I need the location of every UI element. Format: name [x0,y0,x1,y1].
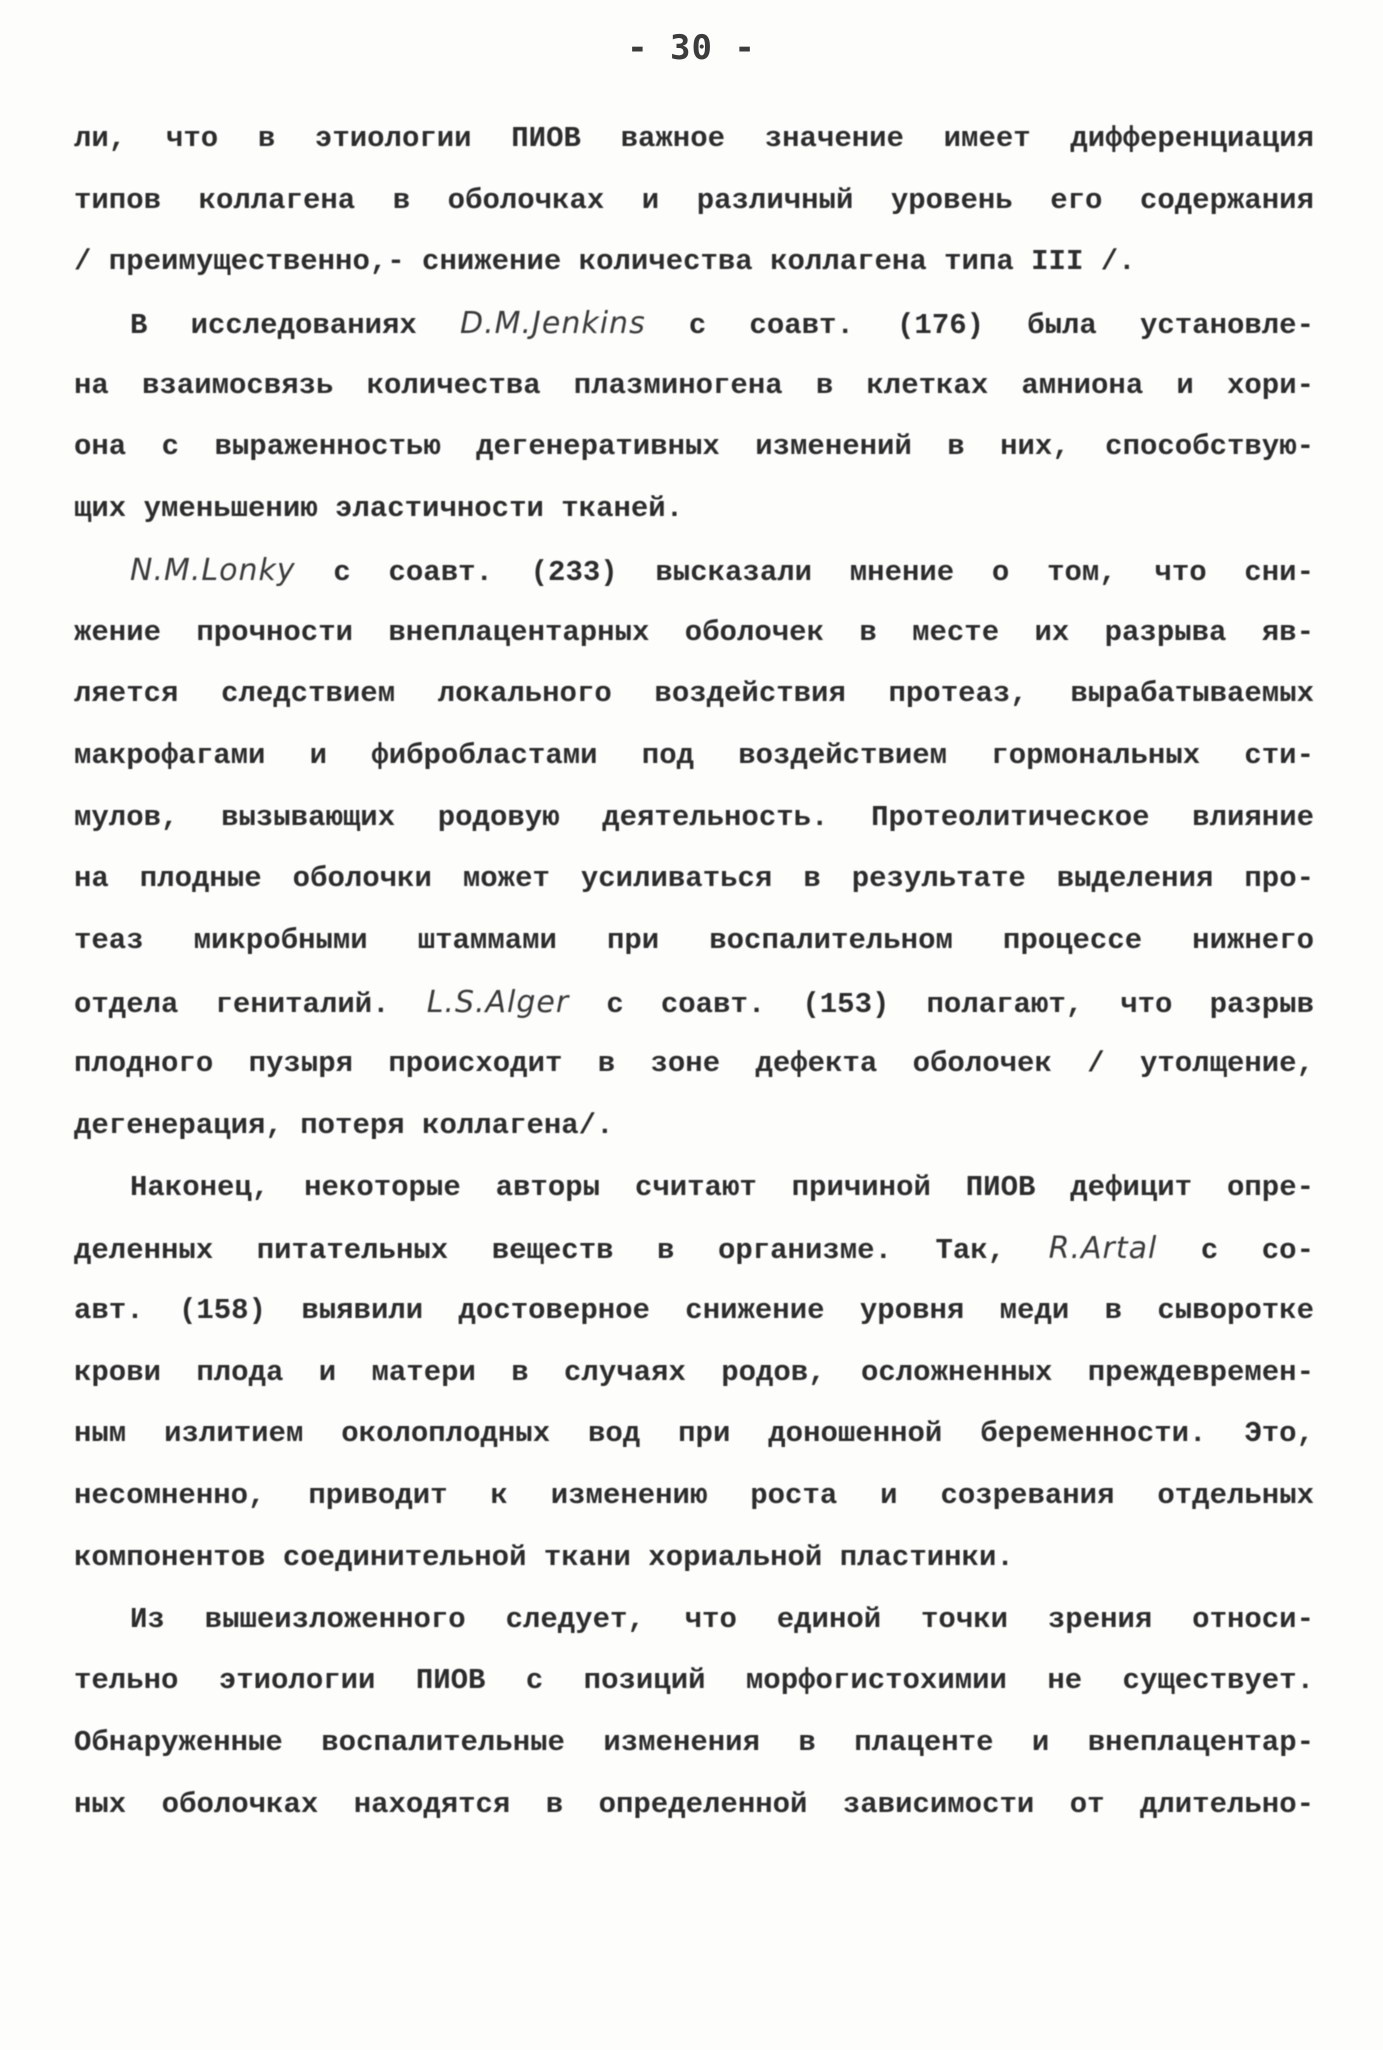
body-text [74,108,1314,1835]
text-segment: типов коллагена в оболочках и различный уровень его содержания [74,183,1314,217]
text-line [74,1033,1314,1095]
text-line [74,416,1314,478]
text-line [74,1465,1314,1527]
text-line [74,1774,1314,1836]
handwritten-author-name: R.Artal [1048,1231,1158,1267]
text-segment: жение прочности внеплацентарных оболочек в месте их разрыва яв- [74,615,1314,649]
text-segment: ным излитием околоплодных вод при доношенной беременности. Это, [74,1417,1314,1451]
handwritten-author-name: D.M.Jenkins [459,306,646,342]
text-line [74,1650,1314,1712]
text-line [74,602,1314,664]
text-segment: теаз микробными штаммами при воспалительном процессе нижнего [74,923,1314,957]
text-line [74,1589,1314,1651]
text-segment: на взаимосвязь количества плазминогена в клетках амниона и хори- [74,368,1314,402]
text-line [74,231,1314,293]
text-segment: на плодные оболочки может усиливаться в результате выделения про- [74,862,1314,896]
handwritten-author-name: L.S.Alger [426,984,570,1020]
text-line [74,293,1314,355]
text-line [74,1342,1314,1404]
text-segment: с соавт. (153) полагают, что разрыв [569,987,1314,1021]
text-segment: несомненно, приводит к изменению роста и созревания отдельных [74,1479,1314,1513]
text-segment: она с выраженностью дегенеративных изменений в них, способствую- [74,430,1314,464]
text-segment: с соавт. (233) высказали мнение о том, что сни- [295,555,1314,589]
text-line [74,972,1314,1034]
text-line [74,910,1314,972]
text-segment: с соавт. (176) была установле- [645,309,1314,343]
text-segment: ляется следствием локального воздействия протеаз, вырабатываемых [74,677,1314,711]
text-segment: с со- [1157,1234,1314,1268]
text-segment: плодного пузыря происходит в зоне дефекта оболочек / утолщение, [74,1047,1314,1081]
text-line [74,1157,1314,1219]
text-line [74,355,1314,417]
text-segment: ли, что в этиологии ПИОВ важное значение имеет дифференциация [74,122,1314,155]
text-segment: авт. (158) выявили достоверное снижение уровня меди в сыворотке [74,1294,1314,1328]
text-segment: щих уменьшению эластичности тканей. [74,492,684,526]
text-line [74,848,1314,910]
text-segment: В исследованиях [130,309,460,343]
text-segment: / преимущественно,- снижение количества коллагена типа III /. [74,245,1136,279]
text-segment: отдела гениталий. [74,987,427,1021]
text-line [74,108,1314,170]
text-line [74,787,1314,849]
text-line [74,725,1314,787]
text-line [74,1527,1314,1589]
text-line [74,478,1314,540]
text-segment: ных оболочках находятся в определенной зависимости от длительно- [74,1787,1314,1821]
text-segment: Наконец, некоторые авторы считают причиной ПИОВ дефицит опре- [130,1170,1314,1204]
text-line [74,170,1314,232]
text-segment: компонентов соединительной ткани хориальной пластинки. [74,1540,1014,1574]
text-segment: крови плода и матери в случаях родов, осложненных преждевремен- [74,1355,1314,1389]
text-line [74,1280,1314,1342]
text-segment: тельно этиологии ПИОВ с позиций морфогистохимии не существует. [74,1664,1314,1698]
text-line [74,1218,1314,1280]
text-segment: Из вышеизложенного следует, что единой точки зрения относи- [130,1602,1314,1636]
text-segment: мулов, вызывающих родовую деятельность. Протеолитическое влияние [74,800,1314,834]
handwritten-author-name: N.M.Lonky [130,552,296,588]
text-line [74,1712,1314,1774]
text-line [74,540,1314,602]
text-segment: макрофагами и фибробластами под воздействием гормональных сти- [74,738,1314,772]
text-segment: дегенерация, потеря коллагена/. [74,1109,614,1142]
text-segment: деленных питательных веществ в организме. Так, [74,1234,1049,1268]
text-line [74,663,1314,725]
text-segment: Обнаруженные воспалительные изменения в плаценте и внеплацентар- [74,1725,1314,1759]
page-number: - 30 - [627,28,756,68]
text-line [74,1095,1314,1157]
text-line [74,1403,1314,1465]
